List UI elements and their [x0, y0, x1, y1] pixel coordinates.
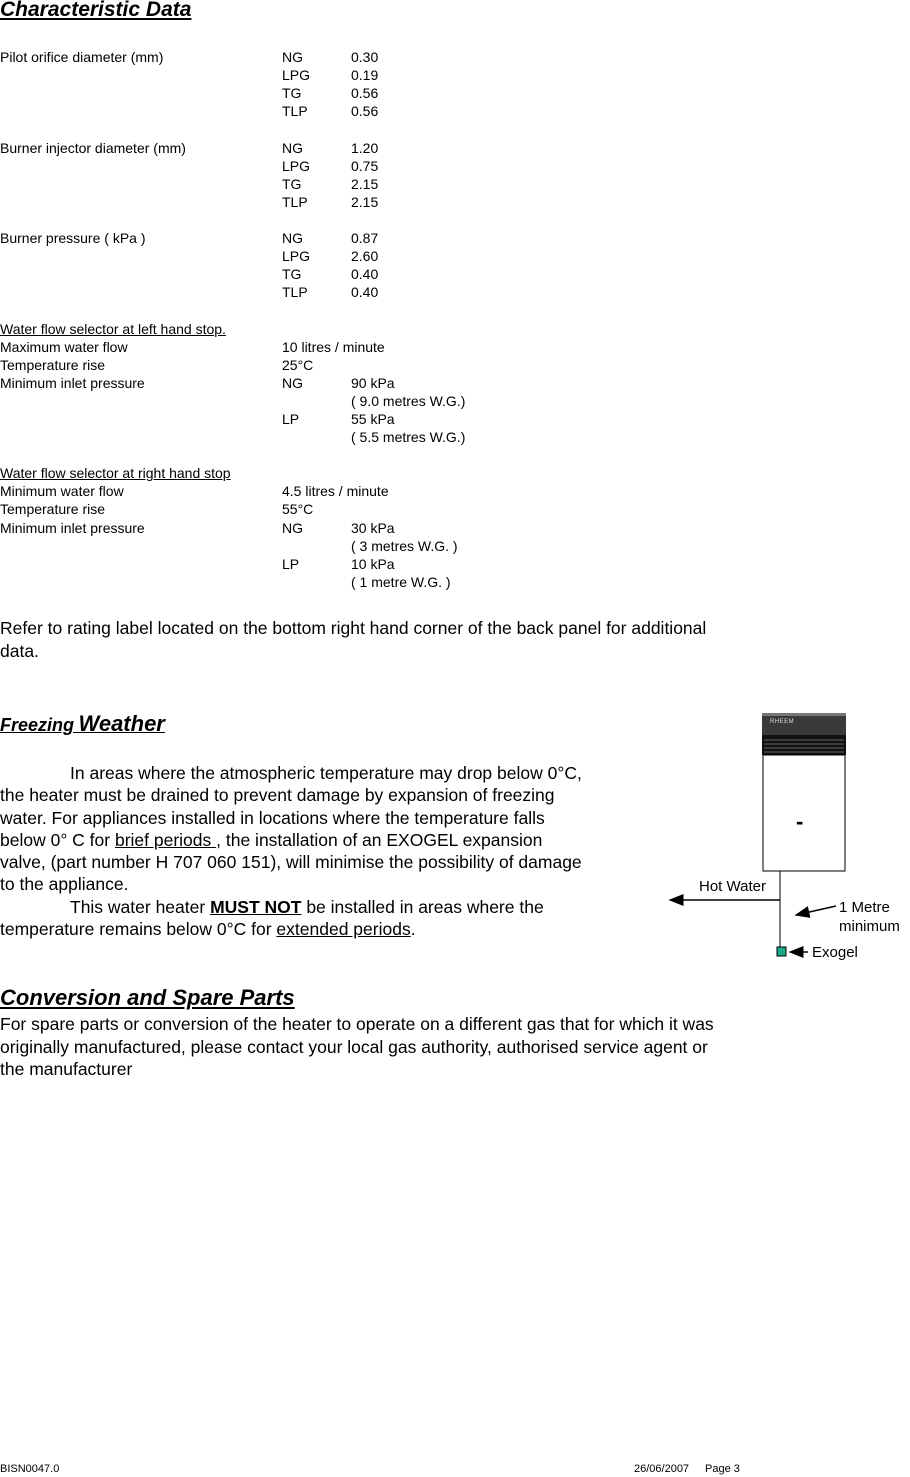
- freezing-line: be installed in areas where the: [301, 896, 544, 917]
- exogel-valve: [777, 947, 786, 956]
- pilot-gas: TLP: [282, 103, 308, 119]
- inlet-lp-note: ( 1 metre W.G. ): [351, 574, 451, 590]
- left-stop-heading: Water flow selector at left hand stop.: [0, 321, 226, 337]
- inlet-pressure-label: Minimum inlet pressure: [0, 375, 145, 391]
- heater-mark: -: [796, 809, 804, 834]
- refer-line-2: data.: [0, 641, 39, 661]
- injector-value: 2.15: [351, 194, 379, 210]
- pilot-gas: LPG: [282, 67, 311, 83]
- heater-body: [763, 755, 845, 871]
- freezing-line: .: [410, 919, 416, 940]
- freezing-paragraph: [0, 762, 660, 940]
- freezing-line: the heater must be drained to prevent damage by expansion of freezing: [0, 785, 555, 806]
- pressure-value: 2.60: [351, 248, 379, 264]
- freezing-line: In areas where the atmospheric temperature may drop below 0°C,: [70, 763, 582, 783]
- injector-gas: TG: [282, 176, 302, 192]
- injector-gas: LPG: [282, 158, 311, 174]
- inlet-lp-note: ( 5.5 metres W.G.): [351, 429, 466, 445]
- temp-rise-value: 25°C: [282, 357, 314, 373]
- right-stop-heading: Water flow selector at right hand stop: [0, 465, 231, 481]
- max-flow-label: Maximum water flow: [0, 339, 128, 355]
- freezing-title-large: Weather: [78, 711, 165, 736]
- injector-gas: NG: [282, 140, 303, 156]
- refer-line-1: Refer to rating label located on the bottom right hand corner of the back panel for additional: [0, 618, 707, 638]
- pilot-value: 0.56: [351, 103, 379, 119]
- inlet-lp-gas: LP: [282, 411, 300, 427]
- distance-line-1: 1 Metre: [839, 899, 890, 916]
- freezing-line: water. For appliances installed in locations where the temperature falls: [0, 807, 545, 828]
- min-flow-label: Minimum water flow: [0, 483, 124, 499]
- inlet-ng-gas: NG: [282, 375, 303, 391]
- inlet-lp-value: 10 kPa: [351, 556, 395, 572]
- exogel-label: Exogel: [812, 944, 858, 961]
- page-title: Characteristic Data: [0, 0, 192, 21]
- pilot-gas: TG: [282, 85, 302, 101]
- freezing-title: [0, 711, 165, 737]
- pilot-value: 0.30: [351, 49, 379, 65]
- distance-arrow: [796, 906, 836, 915]
- pressure-gas: LPG: [282, 248, 311, 264]
- temp-rise-label: Temperature rise: [0, 357, 106, 373]
- pressure-value: 0.87: [351, 230, 379, 246]
- burner-pressure-label: Burner pressure ( kPa ): [0, 230, 146, 246]
- extended-periods-text: extended periods: [276, 919, 411, 940]
- freezing-line: below 0° C for: [0, 829, 115, 850]
- pilot-gas: NG: [282, 49, 303, 65]
- pressure-value: 0.40: [351, 284, 379, 300]
- freezing-line: This water heater: [70, 896, 211, 917]
- brand-label: RHEEM: [770, 719, 795, 725]
- conversion-line-3: the manufacturer: [0, 1059, 133, 1079]
- pilot-value: 0.19: [351, 67, 379, 83]
- freezing-title-small: Freezing: [0, 715, 75, 735]
- pressure-value: 0.40: [351, 266, 379, 282]
- pilot-value: 0.56: [351, 85, 379, 101]
- conversion-line-2: originally manufactured, please contact your local gas authority, authorised service agent or: [0, 1037, 708, 1057]
- conversion-title: Conversion and Spare Parts: [0, 985, 295, 1010]
- freezing-line: valve, (part number H 707 060 151), will minimise the possibility of damage: [0, 852, 582, 873]
- freezing-line: , the installation of an EXOGEL expansion: [216, 829, 543, 850]
- temp-rise-value: 55°C: [282, 501, 314, 517]
- inlet-ng-value: 90 kPa: [351, 375, 395, 391]
- injector-gas: TLP: [282, 194, 308, 210]
- brief-periods-text: brief periods: [114, 829, 217, 850]
- must-not-text: MUST NOT: [210, 896, 302, 917]
- installation-diagram: [660, 705, 910, 975]
- conversion-line-1: For spare parts or conversion of the heater to operate on a different gas that for which it was: [0, 1014, 714, 1034]
- pressure-gas: NG: [282, 230, 303, 246]
- footer-doc-id: BISN0047.0: [0, 1463, 60, 1475]
- injector-value: 1.20: [351, 140, 379, 156]
- freezing-line: to the appliance.: [0, 874, 129, 895]
- freezing-line: temperature remains below 0°C for: [0, 919, 277, 940]
- burner-injector-label: Burner injector diameter (mm): [0, 140, 186, 156]
- inlet-ng-note: ( 9.0 metres W.G.): [351, 393, 466, 409]
- injector-value: 0.75: [351, 158, 379, 174]
- pressure-gas: TG: [282, 266, 302, 282]
- pilot-label: Pilot orifice diameter (mm): [0, 49, 164, 65]
- inlet-ng-value: 30 kPa: [351, 520, 395, 536]
- footer-date: 26/06/2007: [634, 1463, 690, 1475]
- distance-label: [839, 898, 900, 936]
- pressure-gas: TLP: [282, 284, 308, 300]
- footer-page: Page 3: [705, 1463, 740, 1475]
- inlet-lp-value: 55 kPa: [351, 411, 395, 427]
- distance-line-2: minimum: [839, 918, 900, 935]
- injector-value: 2.15: [351, 176, 379, 192]
- hot-water-label: Hot Water: [699, 878, 766, 895]
- temp-rise-label: Temperature rise: [0, 501, 106, 517]
- inlet-lp-gas: LP: [282, 556, 300, 572]
- inlet-ng-note: ( 3 metres W.G. ): [351, 538, 458, 554]
- inlet-ng-gas: NG: [282, 520, 303, 536]
- min-flow-value: 4.5 litres / minute: [282, 483, 389, 499]
- max-flow-value: 10 litres / minute: [282, 339, 385, 355]
- inlet-pressure-label: Minimum inlet pressure: [0, 520, 145, 536]
